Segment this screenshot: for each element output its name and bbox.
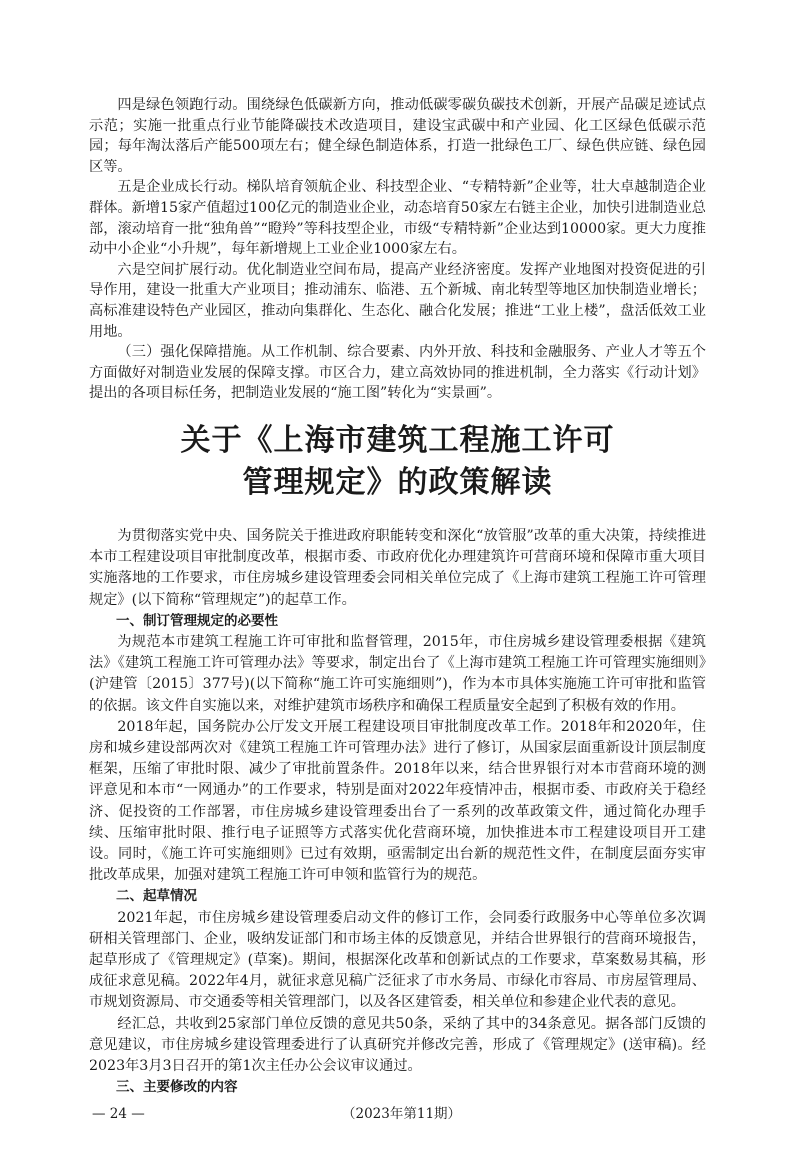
section-heading: 二、起草情况	[116, 888, 197, 905]
article-title	[89, 420, 706, 504]
paragraph: 四是绿色领跑行动。围绕绿色低碳新方向，推动低碳零碳负碳技术创新，开展产品碳足迹试点示范；实施一批重点行业节能降碳技术改造项目，建设宝武碳中和产业园、化工区绿色低碳示范园；每年淘汰落后产能500项左右；健全绿色制造体系，打造一批绿色工厂、绿色供应链、绿色园区等。	[89, 97, 706, 175]
page-number: — 24 —	[92, 1106, 145, 1123]
intro-paragraph: 为贯彻落实党中央、国务院关于推进政府职能转变和深化“放管服”改革的重大决策，持续推进本市工程建设项目审批制度改革，根据市委、市政府优化办理建筑许可营商环境和保障市重大项目实施落地的工作要求，市住房城乡建设管理委会同相关单位完成了《上海市建筑工程施工许可管理规定》(以下简称“管理规定”)的起草工作。	[89, 527, 706, 608]
previous-article-text	[89, 95, 706, 404]
paragraph: 为规范本市建筑工程施工许可审批和监督管理，2015年，市住房城乡建设管理委根据《建筑法》《建筑工程施工许可管理办法》等要求，制定出台了《上海市建筑工程施工许可管理实施细则》(沪建管〔2015〕377号)(以下简称“施工许可实施细则”)，作为本市具体实施施工许可审批和监管的依据。该文件自实施以来，对维护建筑市场秩序和确保工程质量安全起到了积极有效的作用。	[89, 633, 706, 714]
section-heading: 三、主要修改的内容	[116, 1079, 238, 1096]
title-line-2: 管理规定》的政策解读	[242, 464, 553, 500]
section-heading: 一、制订管理规定的必要性	[116, 612, 278, 629]
title-line-1: 关于《上海市建筑工程施工许可	[180, 422, 615, 458]
paragraph: 2018年起，国务院办公厅发文开展工程建设项目审批制度改革工作。2018年和2020年，住房和城乡建设部两次对《建筑工程施工许可管理办法》进行了修订，从国家层面重新设计顶层制度框架，压缩了审批时限、减少了审批前置条件。2018年以来，结合世界银行对本市营商环境的测评意见和本市“一网通办”的工作要求，特别是面对2022年疫情冲击，根据市委、市政府关于稳经济、促投资的工作部署，市住房城乡建设管理委出台了一系列的改革政策文件，通过简化办理手续、压缩审批时限、推行电子证照等方式落实优化营商环境，加快推进本市工程建设项目开工建设。同时，《施工许可实施细则》已过有效期，亟需制定出台新的规范性文件，在制度层面夯实审批改革成果，加强对建筑工程施工许可申领和监管行为的规范。	[89, 718, 706, 884]
paragraph: 2021年起，市住房城乡建设管理委启动文件的修订工作，会同委行政服务中心等单位多次调研相关管理部门、企业，吸纳发证部门和市场主体的反馈意见，并结合世界银行的营商环境报告，起草形成了《管理规定》(草案)。期间，根据深化改革和创新试点的工作要求，草案数易其稿，形成征求意见稿。2022年4月，就征求意见稿广泛征求了市水务局、市绿化市容局、市房屋管理局、市规划资源局、市交通委等相关管理部门，以及各区建管委，相关单位和参建企业代表的意见。	[89, 909, 706, 1011]
page-footer	[89, 1104, 709, 1124]
paragraph: 六是空间扩展行动。优化制造业空间布局，提高产业经济密度。发挥产业地图对投资促进的引导作用，建设一批重大产业项目；推动浦东、临港、五个新城、南北转型等地区加快制造业增长；高标准建设特色产业园区，推动向集群化、生态化、融合化发展；推进“工业上楼”，盘活低效工业用地。	[89, 261, 706, 340]
paragraph: 经汇总，共收到25家部门单位反馈的意见共50条，采纳了其中的34条意见。据各部门反馈的意见建议，市住房城乡建设管理委进行了认真研究并修改完善，形成了《管理规定》(送审稿)。经2023年3月3日召开的第1次主任办公会议审议通过。	[89, 1015, 706, 1074]
paragraph: 五是企业成长行动。梯队培育领航企业、科技型企业、“专精特新”企业等，壮大卓越制造企业群体。新增15家产值超过100亿元的制造业企业，动态培育50家左右链主企业，加快引进制造业总部，滚动培育一批“独角兽”“瞪羚”等科技型企业，市级“专精特新”企业达到10000家。更大力度推动中小企业“小升规”，每年新增规上工业企业1000家左右。	[89, 179, 706, 258]
issue-label: （2023年第11期）	[342, 1106, 462, 1123]
article-body	[89, 526, 706, 1098]
paragraph: （三）强化保障措施。从工作机制、综合要素、内外开放、科技和金融服务、产业人才等五个方面做好对制造业发展的保障支撑。市区合力，建立高效协同的推进机制，全力落实《行动计划》提出的各项目标任务，把制造业发展的“施工图”转化为“实景画”。	[89, 344, 706, 402]
